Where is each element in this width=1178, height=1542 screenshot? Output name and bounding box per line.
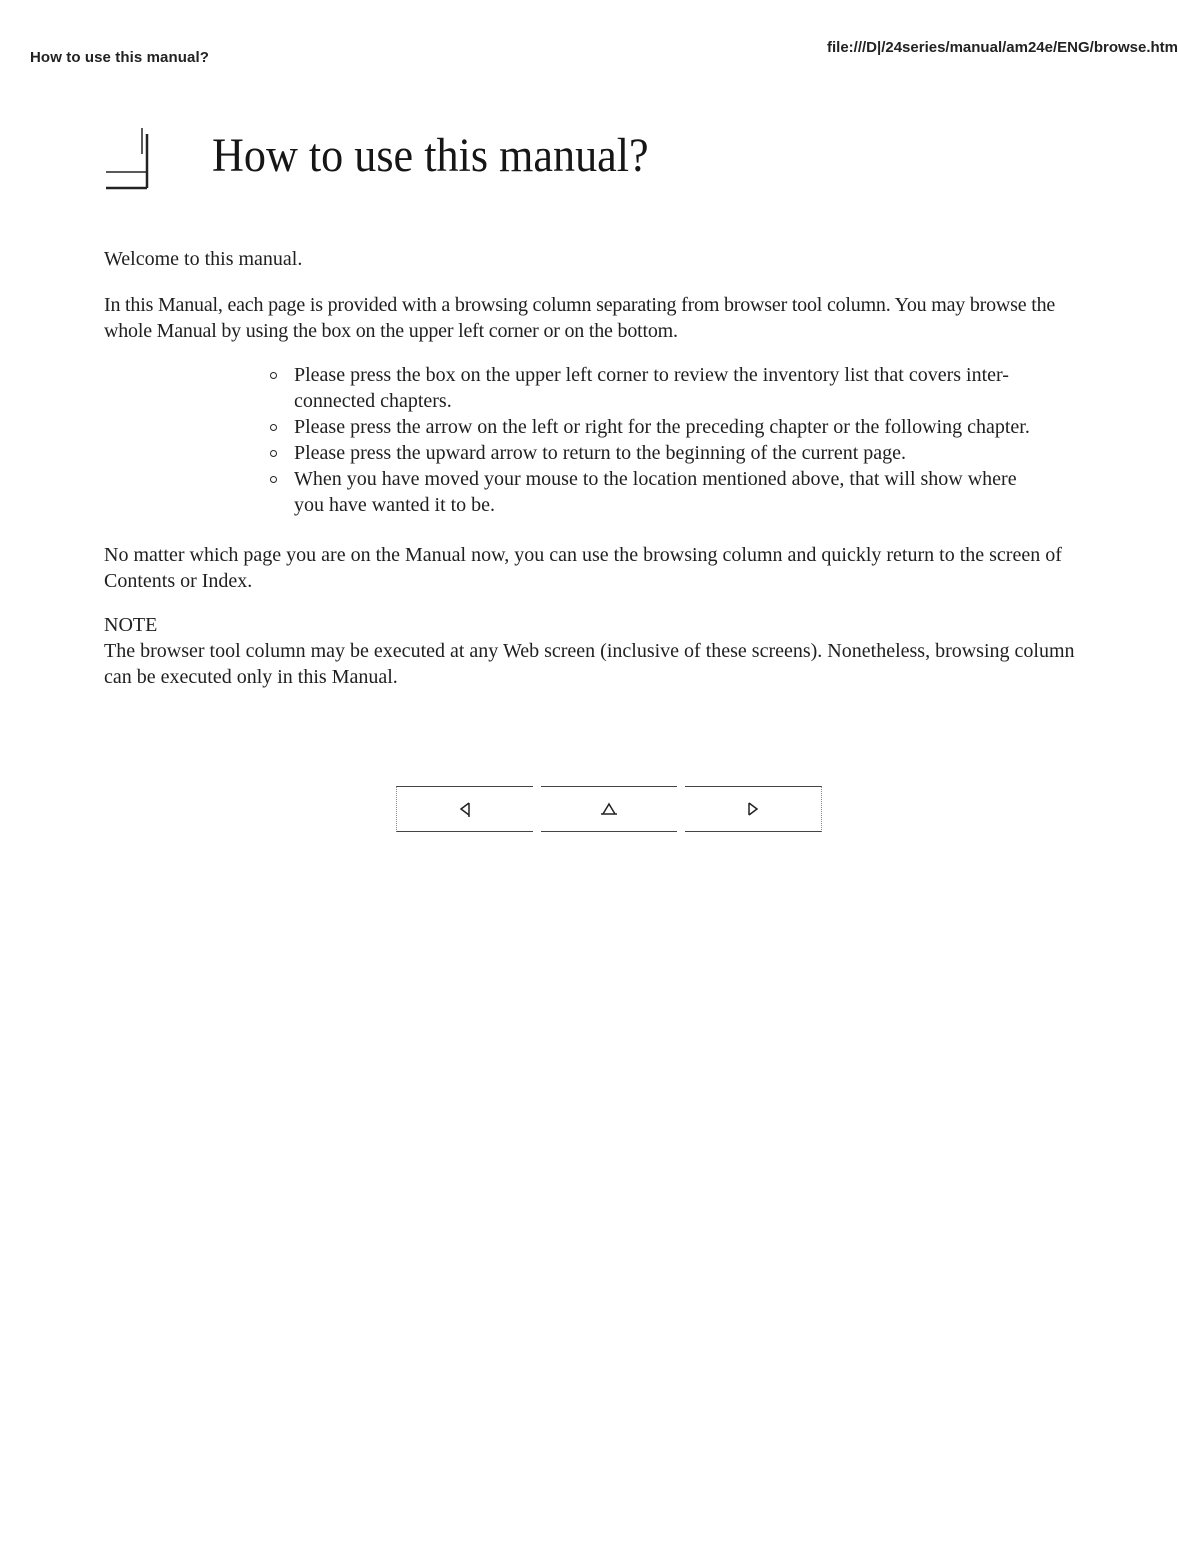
note-label: NOTE xyxy=(104,614,158,636)
welcome-text: Welcome to this manual. xyxy=(104,248,303,270)
intro-paragraph: In this Manual, each page is provided with a browsing column separating from browser tool column. You may browse the whole Manual by using the box on the upper left corner or on the bottom. xyxy=(104,294,1056,342)
print-header-url: file:///D|/24series/manual/am24e/ENG/browse.htm xyxy=(827,39,1178,56)
note-text: The browser tool column may be executed at any Web screen (inclusive of these screens). Nonetheless, browsing column can be executed only in this Manual. xyxy=(104,640,1075,688)
list-item: When you have moved your mouse to the location mentioned above, that will show where you have wanted it to be. xyxy=(270,466,1030,518)
print-header-title: How to use this manual? xyxy=(30,49,209,66)
left-arrow-icon xyxy=(455,799,475,819)
contents-box-icon[interactable] xyxy=(104,124,154,194)
list-item: Please press the box on the upper left corner to review the inventory list that covers inter-connected chapters. xyxy=(270,362,1030,414)
main-content xyxy=(104,246,1104,690)
page-top-button[interactable] xyxy=(541,786,677,832)
browsing-column xyxy=(396,786,822,838)
list-item: Please press the upward arrow to return to the beginning of the current page. xyxy=(270,440,1030,466)
right-arrow-icon xyxy=(743,799,763,819)
contents-return-paragraph: No matter which page you are on the Manual now, you can use the browsing column and quickly return to the screen of Contents or Index. xyxy=(104,544,1062,592)
instruction-list xyxy=(104,362,1030,518)
page-title: How to use this manual? xyxy=(212,129,649,182)
up-arrow-icon xyxy=(599,799,619,819)
list-item: Please press the arrow on the left or right for the preceding chapter or the following chapter. xyxy=(270,414,1030,440)
next-chapter-button[interactable] xyxy=(685,786,822,832)
previous-chapter-button[interactable] xyxy=(396,786,533,832)
